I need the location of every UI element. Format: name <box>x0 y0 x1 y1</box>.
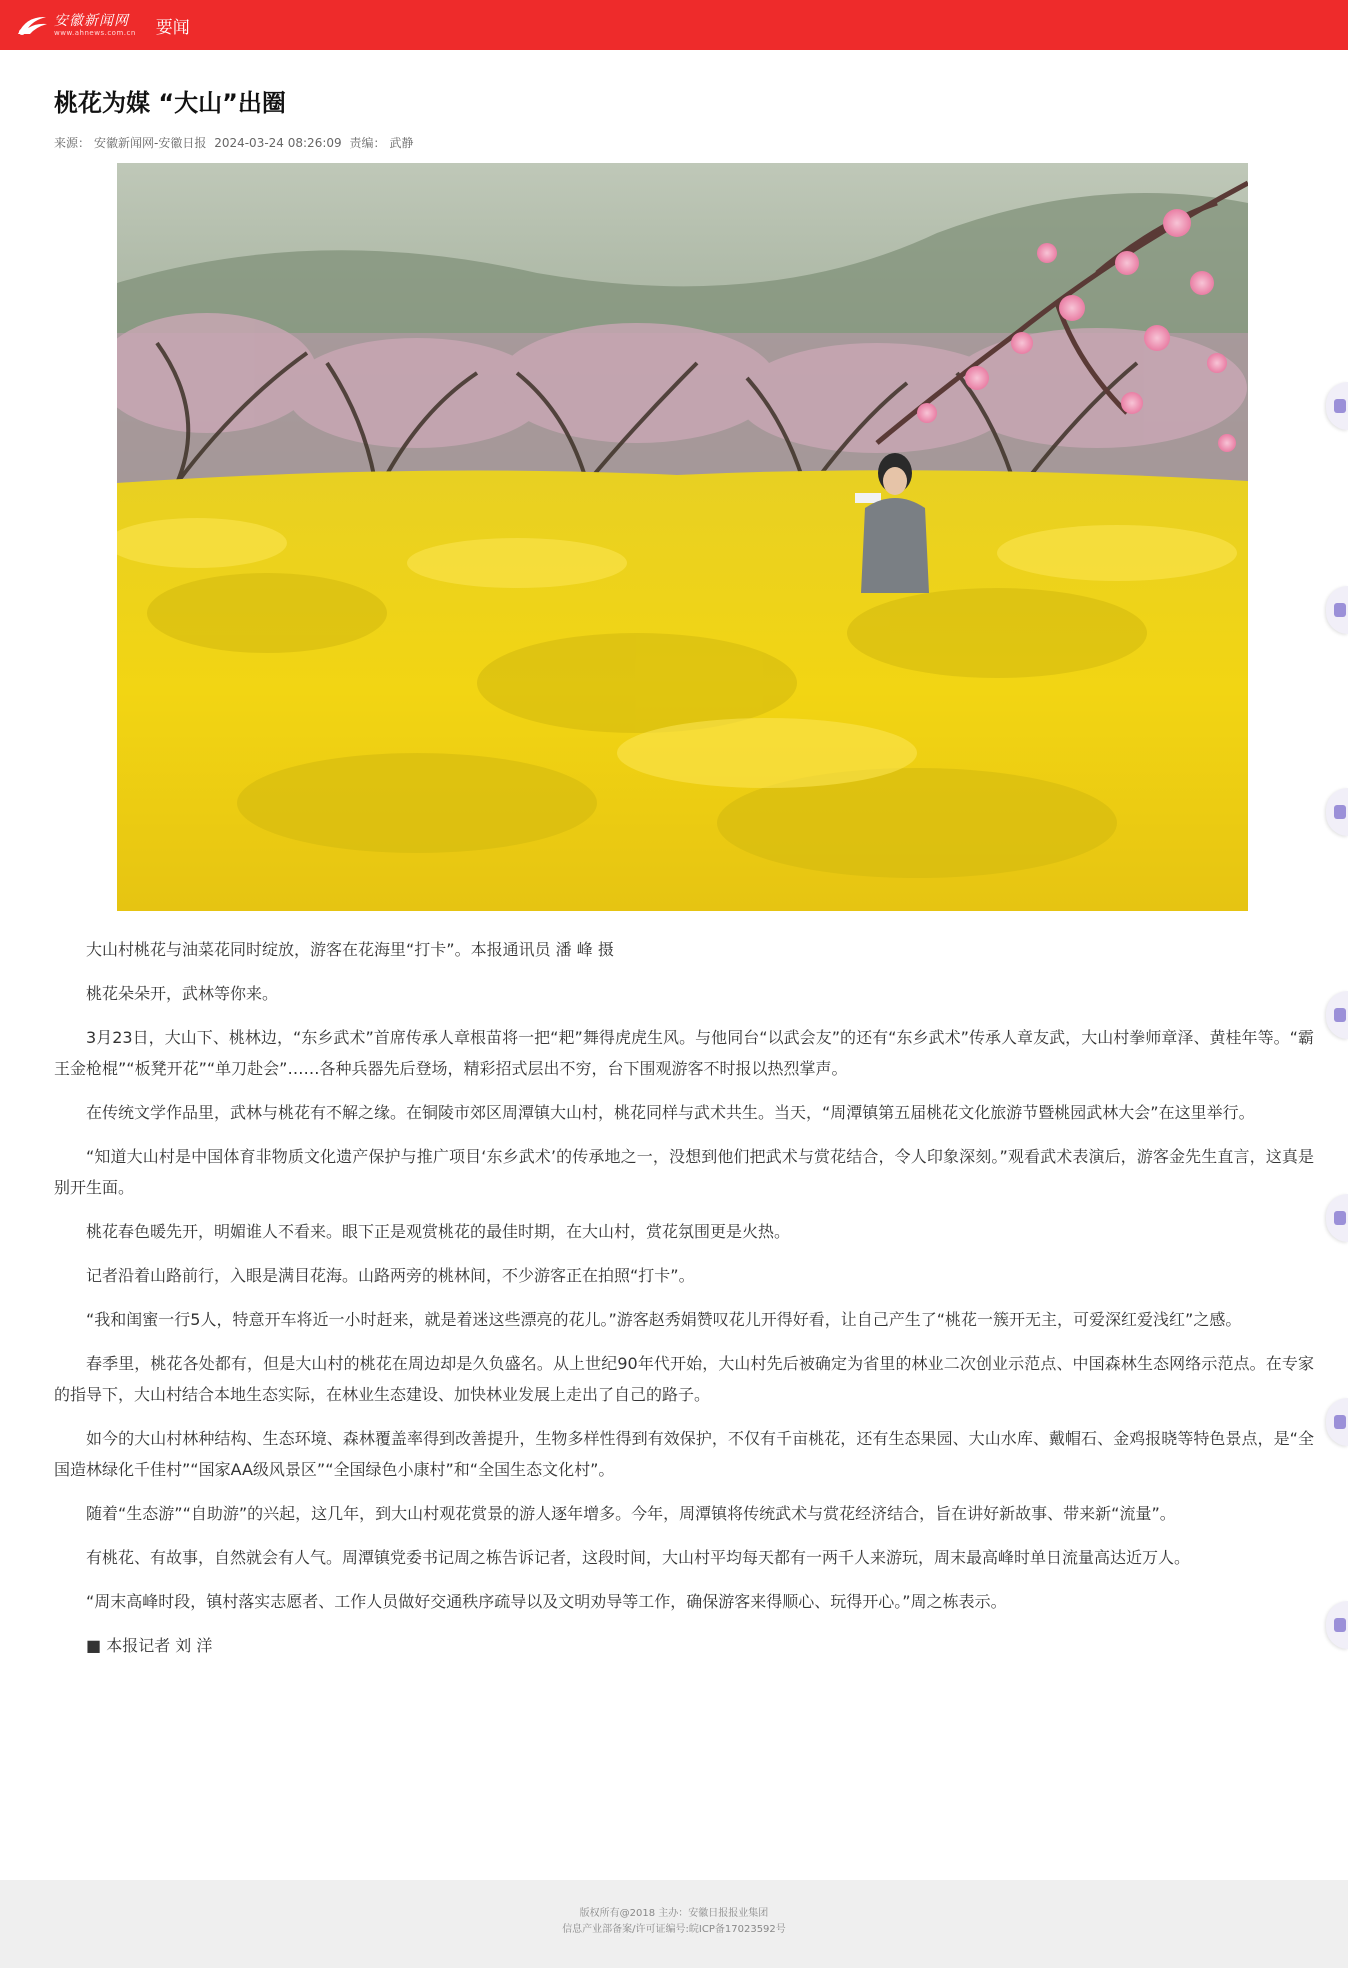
article-paragraph: 春季里，桃花各处都有，但是大山村的桃花在周边却是久负盛名。从上世纪90年代开始，大山村先后被确定为省里的林业二次创业示范点、中国森林生态网络示范点。在专家的指导下，大山村结合本地生态实际，在林业生态建设、加快林业发展上走出了自己的路子。 <box>54 1354 1314 1404</box>
article-paragraph: “周末高峰时段，镇村落实志愿者、工作人员做好交通秩序疏导以及文明劝导等工作，确保游客来得顺心、玩得开心。”周之栋表示。 <box>86 1592 1007 1611</box>
footer-icp[interactable]: 信息产业部备案/许可证编号:皖ICP备17023592号 <box>562 1924 786 1935</box>
side-float-tab[interactable] <box>1326 1194 1348 1242</box>
article-paragraph: 随着“生态游”“自助游”的兴起，这几年，到大山村观花赏景的游人逐年增多。今年，周潭镇将传统武术与赏花经济结合，旨在讲好新故事、带来新“流量”。 <box>86 1504 1176 1523</box>
bookmark-icon <box>1334 1211 1346 1225</box>
logo-url: www.ahnews.com.cn <box>54 28 136 37</box>
article-source: 安徽新闻网-安徽日报 <box>94 136 207 150</box>
article-header <box>54 86 1310 152</box>
top-bar <box>0 0 1348 50</box>
section-title[interactable]: 要闻 <box>155 17 190 38</box>
side-float-tab[interactable] <box>1326 1398 1348 1446</box>
article-paragraph: 有桃花、有故事，自然就会有人气。周潭镇党委书记周之栋告诉记者，这段时间，大山村平均每天都有一两千人来游玩，周末最高峰时单日流量高达近万人。 <box>86 1548 1191 1567</box>
bookmark-icon <box>1334 603 1346 617</box>
article-paragraph: 桃花朵朵开，武林等你来。 <box>86 984 279 1003</box>
article-paragraph: 3月23日，大山下、桃林边，“东乡武术”首席传承人章根苗将一把“耙”舞得虎虎生风。与他同台“以武会友”的还有“东乡武术”传承人章友武，大山村拳师章泽、黄桂年等。“霸王金枪棍”“板凳开花”“单刀赴会”……各种兵器先后登场，精彩招式层出不穷，台下围观游客不时报以热烈掌声。 <box>54 1028 1314 1078</box>
article-paragraph: “知道大山村是中国体育非物质文化遗产保护与推广项目‘东乡武术’的传承地之一，没想到他们把武术与赏花结合，令人印象深刻。”观看武术表演后，游客金先生直言，这真是别开生面。 <box>54 1147 1314 1197</box>
footer-copyright: 版权所有@2018 主办：安徽日报报业集团 <box>579 1908 769 1919</box>
side-float-tab[interactable] <box>1326 1601 1348 1649</box>
site-logo[interactable] <box>16 0 136 50</box>
source-label: 来源： <box>54 136 91 150</box>
article-editor: 武静 <box>389 136 414 150</box>
bookmark-icon <box>1334 805 1346 819</box>
bookmark-icon <box>1334 1008 1346 1022</box>
side-float-tab[interactable] <box>1326 382 1348 430</box>
bookmark-icon <box>1334 1618 1346 1632</box>
bookmark-icon <box>1334 399 1346 413</box>
author-byline: ■ 本报记者 刘 洋 <box>86 1636 213 1655</box>
logo-icon <box>16 14 50 36</box>
article-datetime: 2024-03-24 08:26:09 <box>214 136 342 150</box>
logo-text: 安徽新闻网 <box>54 12 129 29</box>
article-title: 桃花为媒 “大山”出圈 <box>54 89 286 117</box>
article-meta <box>54 134 1310 152</box>
article-paragraph: 桃花春色暖先开，明媚谁人不看来。眼下正是观赏桃花的最佳时期，在大山村，赏花氛围更是火热。 <box>86 1222 791 1241</box>
side-float-tab[interactable] <box>1326 788 1348 836</box>
article-paragraph: “我和闺蜜一行5人，特意开车将近一小时赶来，就是着迷这些漂亮的花儿。”游客赵秀娟赞叹花儿开得好看，让自己产生了“桃花一簇开无主，可爱深红爱浅红”之感。 <box>86 1310 1242 1329</box>
page-footer <box>0 1880 1348 1968</box>
editor-label: 责编： <box>349 136 386 150</box>
bookmark-icon <box>1334 1415 1346 1429</box>
article-paragraph: 记者沿着山路前行，入眼是满目花海。山路两旁的桃林间，不少游客正在拍照“打卡”。 <box>86 1266 695 1285</box>
side-float-tab[interactable] <box>1326 586 1348 634</box>
side-float-tab[interactable] <box>1326 991 1348 1039</box>
article-paragraph: 如今的大山村林种结构、生态环境、森林覆盖率得到改善提升，生物多样性得到有效保护，不仅有千亩桃花，还有生态果园、大山水库、戴帽石、金鸡报晓等特色景点，是“全国造林绿化千佳村”“国家AA级风景区”“全国绿色小康村”和“全国生态文化村”。 <box>54 1429 1314 1479</box>
article-paragraph: 在传统文学作品里，武林与桃花有不解之缘。在铜陵市郊区周潭镇大山村，桃花同样与武术共生。当天，“周潭镇第五届桃花文化旅游节暨桃园武林大会”在这里举行。 <box>86 1103 1255 1122</box>
article-body <box>54 934 1314 1674</box>
image-caption: 大山村桃花与油菜花同时绽放，游客在花海里“打卡”。本报通讯员 潘 峰 摄 <box>86 940 614 959</box>
article-photo <box>117 163 1248 911</box>
